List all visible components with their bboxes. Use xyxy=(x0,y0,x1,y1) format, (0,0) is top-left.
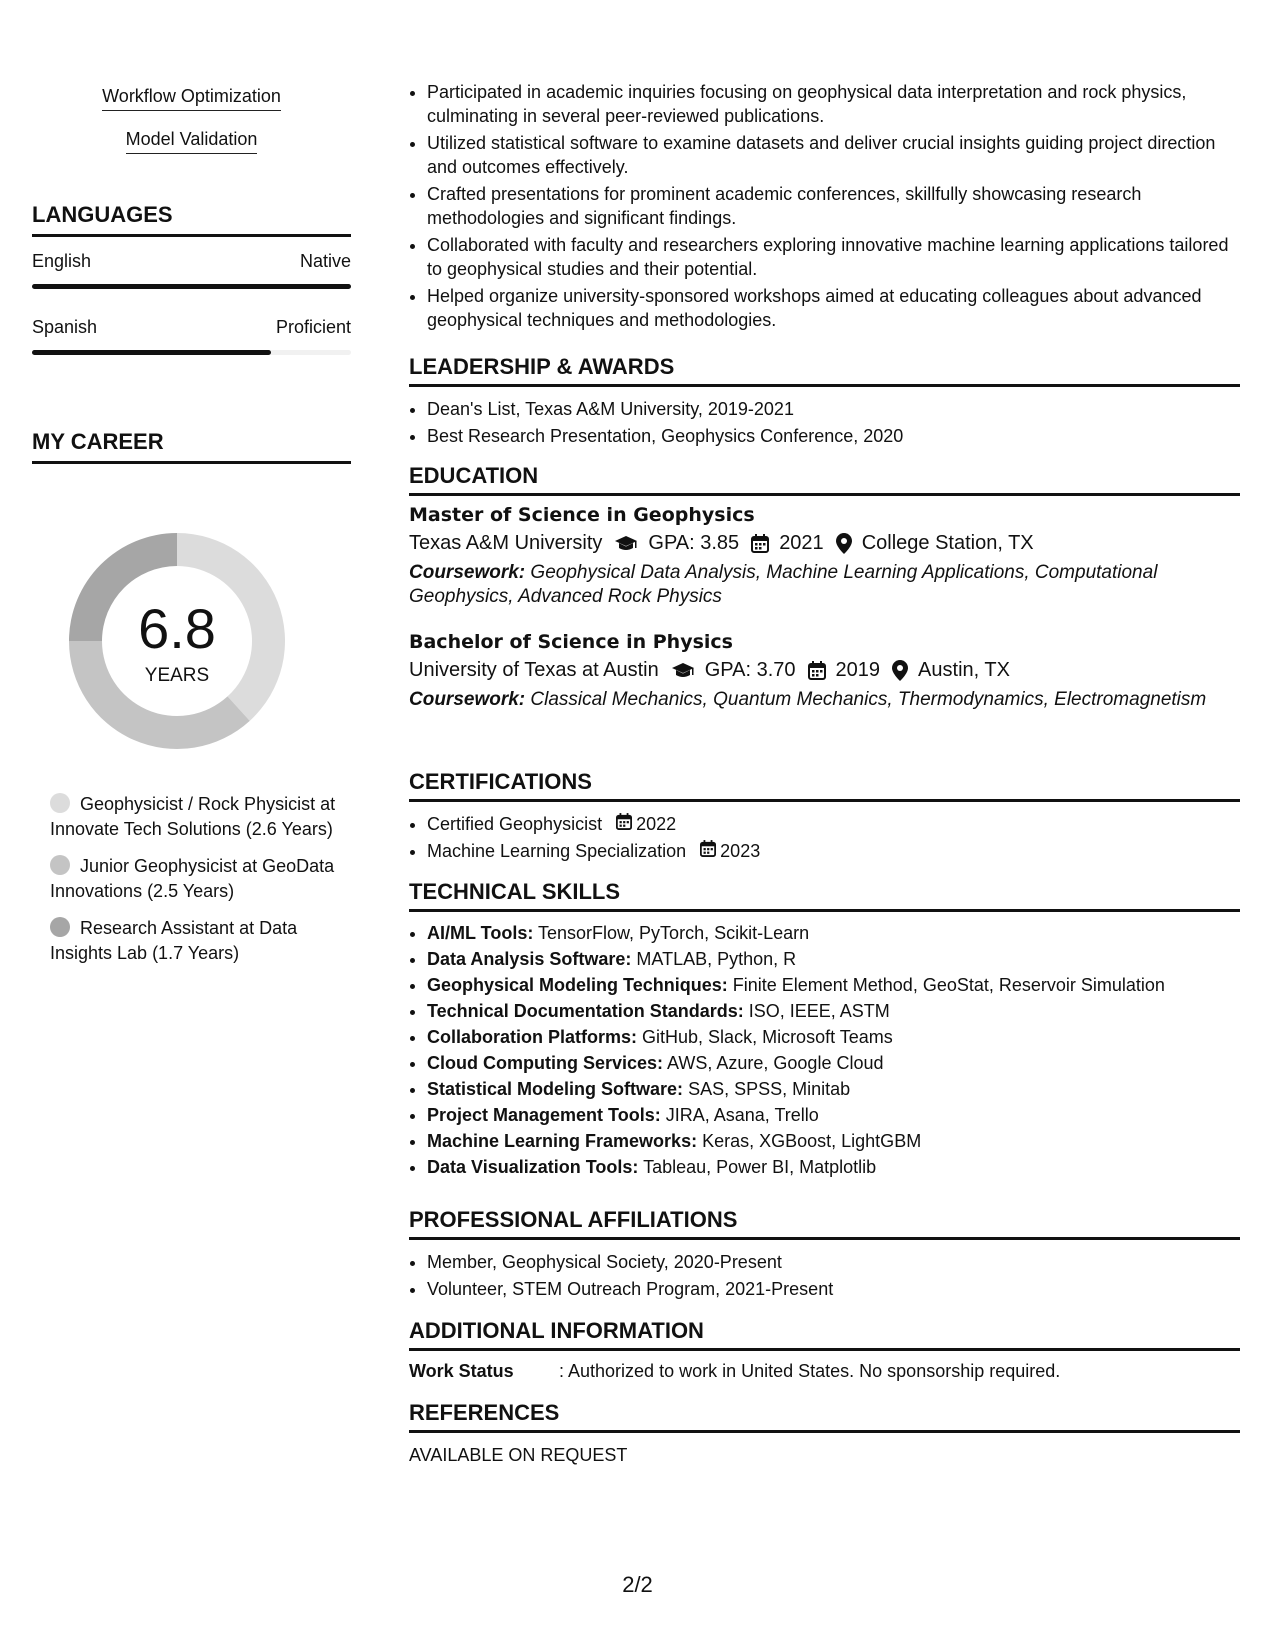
career-legend-item xyxy=(50,792,340,842)
references-section xyxy=(409,1400,1240,1466)
legend-dot xyxy=(50,793,70,813)
list-item xyxy=(427,812,1240,836)
coursework-text: Geophysical Data Analysis, Machine Learning Applications, Computational Geophysics, Advanced Rock Physics xyxy=(409,562,1158,607)
skill-category: Machine Learning Frameworks: xyxy=(427,1131,698,1151)
calendar-icon xyxy=(700,839,720,863)
graduation-cap-icon xyxy=(614,535,638,553)
career-legend-label: Geophysicist / Rock Physicist at Innovate Tech Solutions (2.6 Years) xyxy=(50,794,336,839)
list-item: • Helped organize university-sponsored workshops aimed at educating colleagues about advanced geophysical techniques and methodologies. xyxy=(427,284,1240,332)
affiliations-list xyxy=(409,1250,1240,1301)
career-total-years: 6.8 xyxy=(138,597,216,660)
list-item: • Utilized statistical software to examine datasets and deliver crucial insights guiding project direction and outcomes effectively. xyxy=(427,131,1240,179)
coursework-label: Coursework: xyxy=(409,562,526,583)
education-meta xyxy=(409,532,1240,555)
school-name: University of Texas at Austin xyxy=(409,659,659,681)
career-legend xyxy=(50,792,340,978)
list-item xyxy=(427,974,1240,997)
gpa: GPA: 3.85 xyxy=(648,532,740,554)
skill-category: Geophysical Modeling Techniques: xyxy=(427,975,728,995)
location-pin-icon xyxy=(892,660,908,681)
section-heading: TECHNICAL SKILLS xyxy=(409,879,1240,912)
coursework xyxy=(409,561,1240,609)
calendar-icon xyxy=(616,812,636,836)
leadership-section xyxy=(409,354,1240,451)
languages-heading: LANGUAGES xyxy=(32,202,351,237)
list-item: • Crafted presentations for prominent academic conferences, skillfully showcasing research methodologies and significant findings. xyxy=(427,182,1240,230)
list-item xyxy=(427,1000,1240,1023)
language-row xyxy=(32,317,351,338)
section-heading: ADDITIONAL INFORMATION xyxy=(409,1318,1240,1351)
career-legend-item xyxy=(50,854,340,904)
list-item xyxy=(427,1130,1240,1153)
additional-info-section xyxy=(409,1318,1240,1382)
section-heading: CERTIFICATIONS xyxy=(409,769,1240,802)
list-item xyxy=(427,839,1240,863)
skill-category: Project Management Tools: xyxy=(427,1105,661,1125)
language-bar xyxy=(32,350,351,355)
list-item xyxy=(427,1052,1240,1075)
list-item xyxy=(427,1078,1240,1101)
skill-category: Data Visualization Tools: xyxy=(427,1157,639,1177)
skill-tags xyxy=(32,86,351,172)
section-heading: EDUCATION xyxy=(409,463,1240,496)
technical-skills-section xyxy=(409,879,1240,1182)
skill-values: TensorFlow, PyTorch, Scikit-Learn xyxy=(538,923,810,943)
list-item: • Collaborated with faculty and researchers exploring innovative machine learning applications tailored to geophysical studies and their potential. xyxy=(427,233,1240,281)
certification-year: 2023 xyxy=(720,841,761,861)
skill-values: AWS, Azure, Google Cloud xyxy=(667,1053,884,1073)
education-section xyxy=(409,463,1240,712)
graduation-year: 2021 xyxy=(779,532,824,554)
career-total-unit: YEARS xyxy=(144,665,210,686)
certification-date xyxy=(700,839,760,863)
skill-tag: Workflow Optimization xyxy=(102,86,281,111)
degree-title: Bachelor of Science in Physics xyxy=(409,631,733,653)
calendar-icon xyxy=(751,534,769,553)
work-status-row xyxy=(409,1361,1240,1382)
skill-values: Tableau, Power BI, Matplotlib xyxy=(643,1157,877,1177)
skill-values: Finite Element Method, GeoStat, Reservoir Simulation xyxy=(732,975,1165,995)
list-item xyxy=(427,1026,1240,1049)
list-item: • Best Research Presentation, Geophysics Conference, 2020 xyxy=(427,424,1240,448)
work-status-label: Work Status xyxy=(409,1361,514,1381)
skill-values: ISO, IEEE, ASTM xyxy=(748,1001,890,1021)
graduation-year: 2019 xyxy=(835,659,881,681)
work-status-value: : Authorized to work in United States. No sponsorship required. xyxy=(559,1361,1061,1381)
degree-title: Master of Science in Geophysics xyxy=(409,504,755,526)
affiliations-section xyxy=(409,1207,1240,1304)
list-item: • Participated in academic inquiries focusing on geophysical data interpretation and rock physics, culminating in several peer-reviewed publications. xyxy=(427,80,1240,128)
language-name: English xyxy=(32,251,92,271)
skill-category: Collaboration Platforms: xyxy=(427,1027,638,1047)
languages-section xyxy=(32,202,351,355)
skill-values: Keras, XGBoost, LightGBM xyxy=(702,1131,922,1151)
skill-values: GitHub, Slack, Microsoft Teams xyxy=(642,1027,893,1047)
list-item xyxy=(427,948,1240,971)
location-pin-icon xyxy=(836,533,852,554)
skill-values: MATLAB, Python, R xyxy=(636,949,797,969)
leadership-list xyxy=(409,397,1240,448)
list-item xyxy=(427,1104,1240,1127)
list-item xyxy=(427,1156,1240,1179)
list-item: • Member, Geophysical Society, 2020-Present xyxy=(427,1250,1240,1274)
page-number: 2/2 xyxy=(622,1572,653,1597)
section-heading: REFERENCES xyxy=(409,1400,1240,1433)
skill-values: SAS, SPSS, Minitab xyxy=(688,1079,851,1099)
skill-tag: Model Validation xyxy=(126,129,258,154)
language-bar xyxy=(32,284,351,289)
career-heading: MY CAREER xyxy=(32,429,351,464)
skill-category: AI/ML Tools: xyxy=(427,923,534,943)
certification-name: Machine Learning Specialization xyxy=(427,841,687,861)
legend-dot xyxy=(50,917,70,937)
list-item xyxy=(427,922,1240,945)
gpa: GPA: 3.70 xyxy=(704,659,796,681)
career-donut-chart xyxy=(65,529,289,753)
skill-values: JIRA, Asana, Trello xyxy=(665,1105,819,1125)
references-text: AVAILABLE ON REQUEST xyxy=(409,1445,628,1465)
career-legend-label: Research Assistant at Data Insights Lab (1.7 Years) xyxy=(50,918,298,963)
language-name: Spanish xyxy=(32,317,98,337)
education-meta xyxy=(409,659,1240,682)
career-legend-item xyxy=(50,916,340,966)
experience-bullets xyxy=(409,80,1240,332)
coursework xyxy=(409,688,1240,712)
calendar-icon xyxy=(808,661,826,680)
career-legend-label: Junior Geophysicist at GeoData Innovations (2.5 Years) xyxy=(50,856,335,901)
technical-skills-list xyxy=(409,922,1240,1179)
certification-name: Certified Geophysicist xyxy=(427,814,603,834)
language-bar-fill xyxy=(32,350,271,355)
school-name: Texas A&M University xyxy=(409,532,603,554)
skill-category: Statistical Modeling Software: xyxy=(427,1079,684,1099)
language-row xyxy=(32,251,351,272)
graduation-cap-icon xyxy=(671,662,695,680)
legend-dot xyxy=(50,855,70,875)
list-item: • Dean's List, Texas A&M University, 2019-2021 xyxy=(427,397,1240,421)
section-heading: LEADERSHIP & AWARDS xyxy=(409,354,1240,387)
certification-year: 2022 xyxy=(636,814,677,834)
experience-continued xyxy=(409,80,1240,335)
career-section xyxy=(32,429,351,464)
donut-center xyxy=(65,529,289,753)
list-item: • Volunteer, STEM Outreach Program, 2021-Present xyxy=(427,1277,1240,1301)
skill-category: Data Analysis Software: xyxy=(427,949,632,969)
skill-category: Technical Documentation Standards: xyxy=(427,1001,744,1021)
section-heading: PROFESSIONAL AFFILIATIONS xyxy=(409,1207,1240,1240)
education-entry xyxy=(409,631,1240,712)
language-level: Proficient xyxy=(275,317,351,337)
certifications-list xyxy=(409,812,1240,863)
school-location: Austin, TX xyxy=(918,659,1010,681)
coursework-text: Classical Mechanics, Quantum Mechanics, Thermodynamics, Electromagnetism xyxy=(530,689,1207,710)
language-level: Native xyxy=(299,251,351,271)
school-location: College Station, TX xyxy=(861,532,1034,554)
certification-date xyxy=(616,812,676,836)
language-bar-fill xyxy=(32,284,351,289)
certifications-section xyxy=(409,769,1240,866)
education-entry xyxy=(409,504,1240,609)
skill-category: Cloud Computing Services: xyxy=(427,1053,664,1073)
coursework-label: Coursework: xyxy=(409,689,526,710)
